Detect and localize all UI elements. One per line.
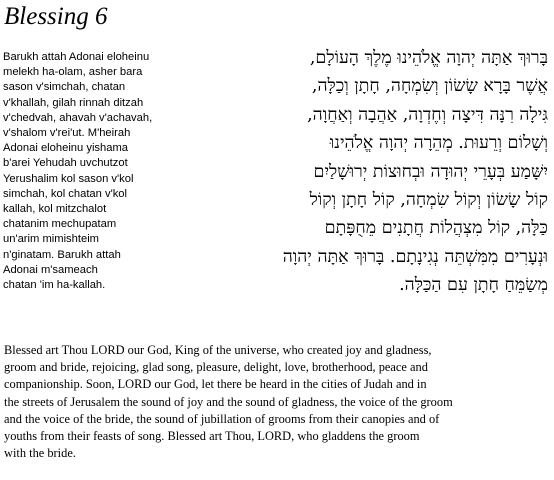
transliteration-line: chatanim mechupatam bbox=[3, 218, 117, 231]
transliteration-line: v'shalom v'rei'ut. M'heirah bbox=[3, 127, 131, 140]
english-translation-block bbox=[4, 342, 552, 462]
transliteration-line: melekh ha-olam, asher bara bbox=[3, 66, 143, 79]
hebrew-line: יִשָּׁמַע בְּעָרֵי יְהוּדָה וּבְחוּצוֹת יְרוּשָׁלַיִם bbox=[313, 161, 548, 182]
transliteration-line: v'chedvah, ahavah v'achavah, bbox=[3, 111, 153, 124]
hebrew-line: וְשָׁלוֹם וְרֵעוּת. מְהֵרָה יְהוָה אֱלֹהֵינוּ bbox=[329, 133, 548, 154]
translation-line: youths from their feasts of song. Blessed art Thou, LORD, who gladdens the groom bbox=[4, 429, 420, 444]
hebrew-line: אֲשֶׁר בָּרָא שָׂשׂוֹן וְשִׂמְחָה, חָתָן וְכַלָּה, bbox=[311, 76, 548, 97]
hebrew-line: קוֹל שָׂשׂוֹן וְקוֹל שִׂמְחָה, קוֹל חָתָן וְקוֹל bbox=[309, 190, 548, 211]
page-title: Blessing 6 bbox=[4, 3, 108, 30]
transliteration-line: simchah, kol chatan v'kol bbox=[3, 187, 128, 200]
transliteration-line: kallah, kol mitzchalot bbox=[3, 203, 107, 216]
hebrew-line: גִּילָה רִנָּה דִּיצָה וְחֶדְוָה, אַהֲבָה וְאַחֲוָה, bbox=[307, 104, 548, 125]
translation-line: and the voice of the bride, the sound of jubillation of grooms from their canopies and of bbox=[4, 411, 440, 426]
transliteration-line: b'arei Yehudah uvchutzot bbox=[3, 157, 128, 170]
transliteration-block bbox=[3, 50, 218, 293]
translation-line: with the bride. bbox=[4, 446, 76, 461]
hebrew-line: וּנְעָרִים מִמִּשְׁתֵּה נְגִינָתָם. בָּרוּךְ אַתָּה יְהוָה bbox=[282, 246, 548, 267]
hebrew-line: מְשַׂמֵּחַ חָתָן עִם הַכַּלָּה. bbox=[399, 275, 548, 296]
hebrew-line: בָּרוּךְ אַתָּה יְהוָה אֱלֹהֵינוּ מֶלֶךְ הָעוֹלָם, bbox=[309, 48, 548, 68]
transliteration-line: sason v'simchah, chatan bbox=[3, 81, 126, 94]
translation-line: Blessed art Thou LORD our God, King of the universe, who created joy and gladness, bbox=[4, 343, 432, 357]
transliteration-line: n'ginatam. Barukh attah bbox=[3, 248, 121, 261]
transliteration-line: v'khallah, gilah rinnah ditzah bbox=[3, 96, 144, 109]
hebrew-text-block bbox=[234, 44, 548, 300]
transliteration-line: chatan 'im ha-kallah. bbox=[3, 279, 106, 292]
transliteration-line: Yerushalim kol sason v'kol bbox=[3, 172, 134, 185]
translation-line: the streets of Jerusalem the sound of joy and the sound of gladness, the voice of the groom bbox=[4, 394, 453, 409]
transliteration-line: un'arim mimishteim bbox=[3, 233, 100, 246]
transliteration-line: Adonai eloheinu yishama bbox=[3, 142, 129, 155]
transliteration-line: Barukh attah Adonai eloheinu bbox=[3, 51, 150, 63]
translation-line: companionship. Soon, LORD our God, let there be heard in the cities of Judah and in bbox=[4, 377, 427, 392]
transliteration-line: Adonai m'sameach bbox=[3, 263, 98, 276]
translation-line: groom and bride, rejoicing, glad song, pleasure, delight, love, brotherhood, peace and bbox=[4, 360, 428, 375]
hebrew-line: כַּלָּה, קוֹל מִצְהֲלוֹת חֲתָנִים מֵחֻפָּתָם bbox=[324, 218, 548, 239]
